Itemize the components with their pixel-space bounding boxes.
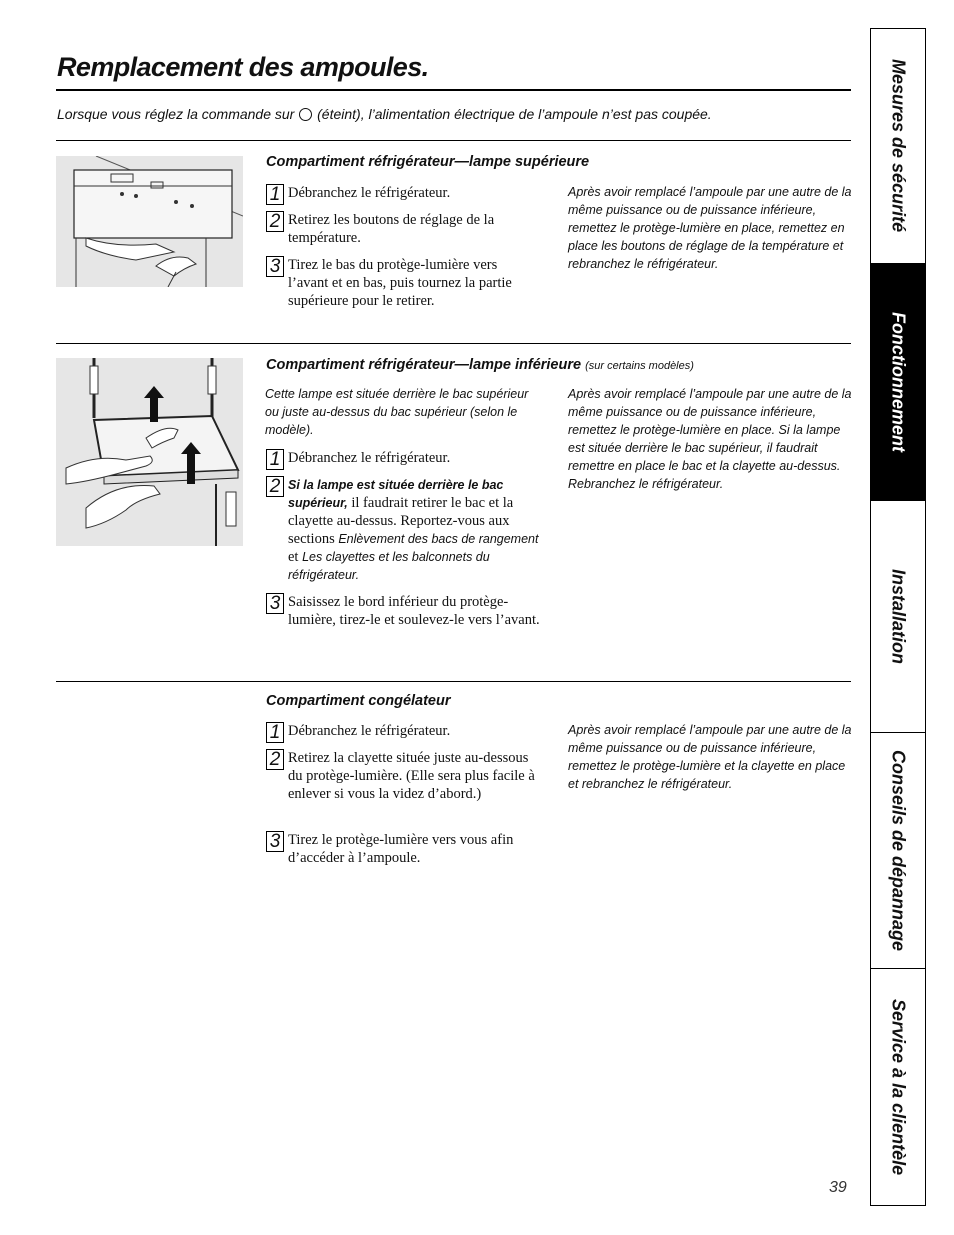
section2-heading <box>266 357 694 373</box>
section1-step-2 <box>266 211 541 247</box>
section2-note: Après avoir remplacé l’ampoule par une autre de la même puissance ou de puissance inférieure, remettez le protège-lumière en place. Si la lampe est située derrière le bac supérieur, il faudrait remettre en place le bac et la clayette au-dessus. Rebranchez le réfrigérateur. <box>568 387 852 491</box>
tab-label: Service à la clientèle <box>888 998 909 1176</box>
section2-heading-main: Compartiment réfrigérateur—lampe inférieure <box>266 357 582 373</box>
step-bold-text: Si la lampe est située derrière le bac supérieur, <box>288 478 504 510</box>
section3-step-3 <box>266 831 541 867</box>
tab-fonctionnement[interactable] <box>871 264 925 501</box>
section-divider <box>56 343 851 344</box>
lower-light-illustration <box>56 358 243 546</box>
step-number: 3 <box>266 831 284 852</box>
intro-text <box>57 106 712 122</box>
page-title: Remplacement des ampoules. <box>57 52 429 82</box>
step-number: 1 <box>266 449 284 470</box>
section2-heading-sub: (sur certains modèles) <box>585 360 694 372</box>
title-rule <box>56 89 851 91</box>
step-text: Retirez les boutons de réglage de la température. <box>288 212 495 246</box>
step-text: Retirez la clayette située juste au-dessous du protège-lumière. (Elle sera plus facile à enlever si vous la videz d’abord.) <box>288 750 535 802</box>
section3-step-1 <box>266 722 541 743</box>
step-text: Débranchez le réfrigérateur. <box>288 450 451 466</box>
step-text: Tirez le bas du protège-lumière vers l’avant et en bas, puis tournez la partie supérieure pour le retirer. <box>288 257 512 309</box>
section-divider <box>56 140 851 141</box>
step-text-part: et <box>288 549 303 565</box>
step-text-part: il faudrait retirer le bac et la clayette au-dessus. Reportez-vous aux sections <box>288 495 514 547</box>
step-text: Tirez le protège-lumière vers vous afin d’accéder à l’ampoule. <box>288 832 514 866</box>
section2-step-2 <box>266 476 541 584</box>
side-tabs <box>870 28 926 1206</box>
section-divider <box>56 681 851 682</box>
step-text: Débranchez le réfrigérateur. <box>288 723 451 739</box>
step-number: 3 <box>266 593 284 614</box>
tab-service-a-la-clientele[interactable] <box>871 969 925 1205</box>
tab-conseils-de-depannage[interactable] <box>871 733 925 969</box>
step-text <box>288 476 541 584</box>
tab-label: Fonctionnement <box>888 312 909 452</box>
section3-heading: Compartiment congélateur <box>266 693 451 709</box>
tab-label: Installation <box>888 568 909 664</box>
intro-before: Lorsque vous réglez la commande sur <box>57 106 295 122</box>
section1-heading: Compartiment réfrigérateur—lampe supérieure <box>266 154 590 170</box>
step-number: 2 <box>266 476 284 497</box>
step-reference: Les clayettes et les balconnets du réfrigérateur. <box>288 550 490 582</box>
step-number: 2 <box>266 749 284 770</box>
section3-step-2 <box>266 749 541 803</box>
section1-step-3 <box>266 256 541 310</box>
section2-step-3 <box>266 593 541 629</box>
section1-note: Après avoir remplacé l’ampoule par une autre de la même puissance ou de puissance inférieure, remettez le protège-lumière en place, remettez en place les boutons de réglage de la température et rebranchez le réfrigérateur. <box>568 185 852 271</box>
tab-installation[interactable] <box>871 501 925 733</box>
step-number: 1 <box>266 722 284 743</box>
step-number: 3 <box>266 256 284 277</box>
step-text: Saisissez le bord inférieur du protège-lumière, tirez-le et soulevez-le vers l’avant. <box>288 594 540 628</box>
page-number: 39 <box>829 1179 847 1196</box>
upper-light-drawing <box>56 156 243 287</box>
section2-step-1 <box>266 449 541 470</box>
section3-note: Après avoir remplacé l’ampoule par une autre de la même puissance ou de puissance inférieure, remettez le protège-lumière et la clayette en place et rebranchez le réfrigérateur. <box>568 723 852 791</box>
off-circle-icon <box>299 108 312 121</box>
step-number: 2 <box>266 211 284 232</box>
section1-step-1 <box>266 184 541 205</box>
tab-label: Mesures de sécurité <box>888 59 909 233</box>
section2-intro: Cette lampe est située derrière le bac supérieur ou juste au-dessus du bac supérieur (selon le modèle). <box>265 387 529 437</box>
step-reference: Enlèvement des bacs de rangement <box>338 532 539 546</box>
intro-after: (éteint), l’alimentation électrique de l’ampoule n’est pas coupée. <box>317 106 712 122</box>
upper-light-illustration <box>56 156 243 287</box>
step-text: Débranchez le réfrigérateur. <box>288 185 451 201</box>
tab-label: Conseils de dépannage <box>888 749 909 952</box>
step-number: 1 <box>266 184 284 205</box>
tab-mesures-de-securite[interactable] <box>871 29 925 264</box>
lower-light-drawing <box>56 358 243 546</box>
